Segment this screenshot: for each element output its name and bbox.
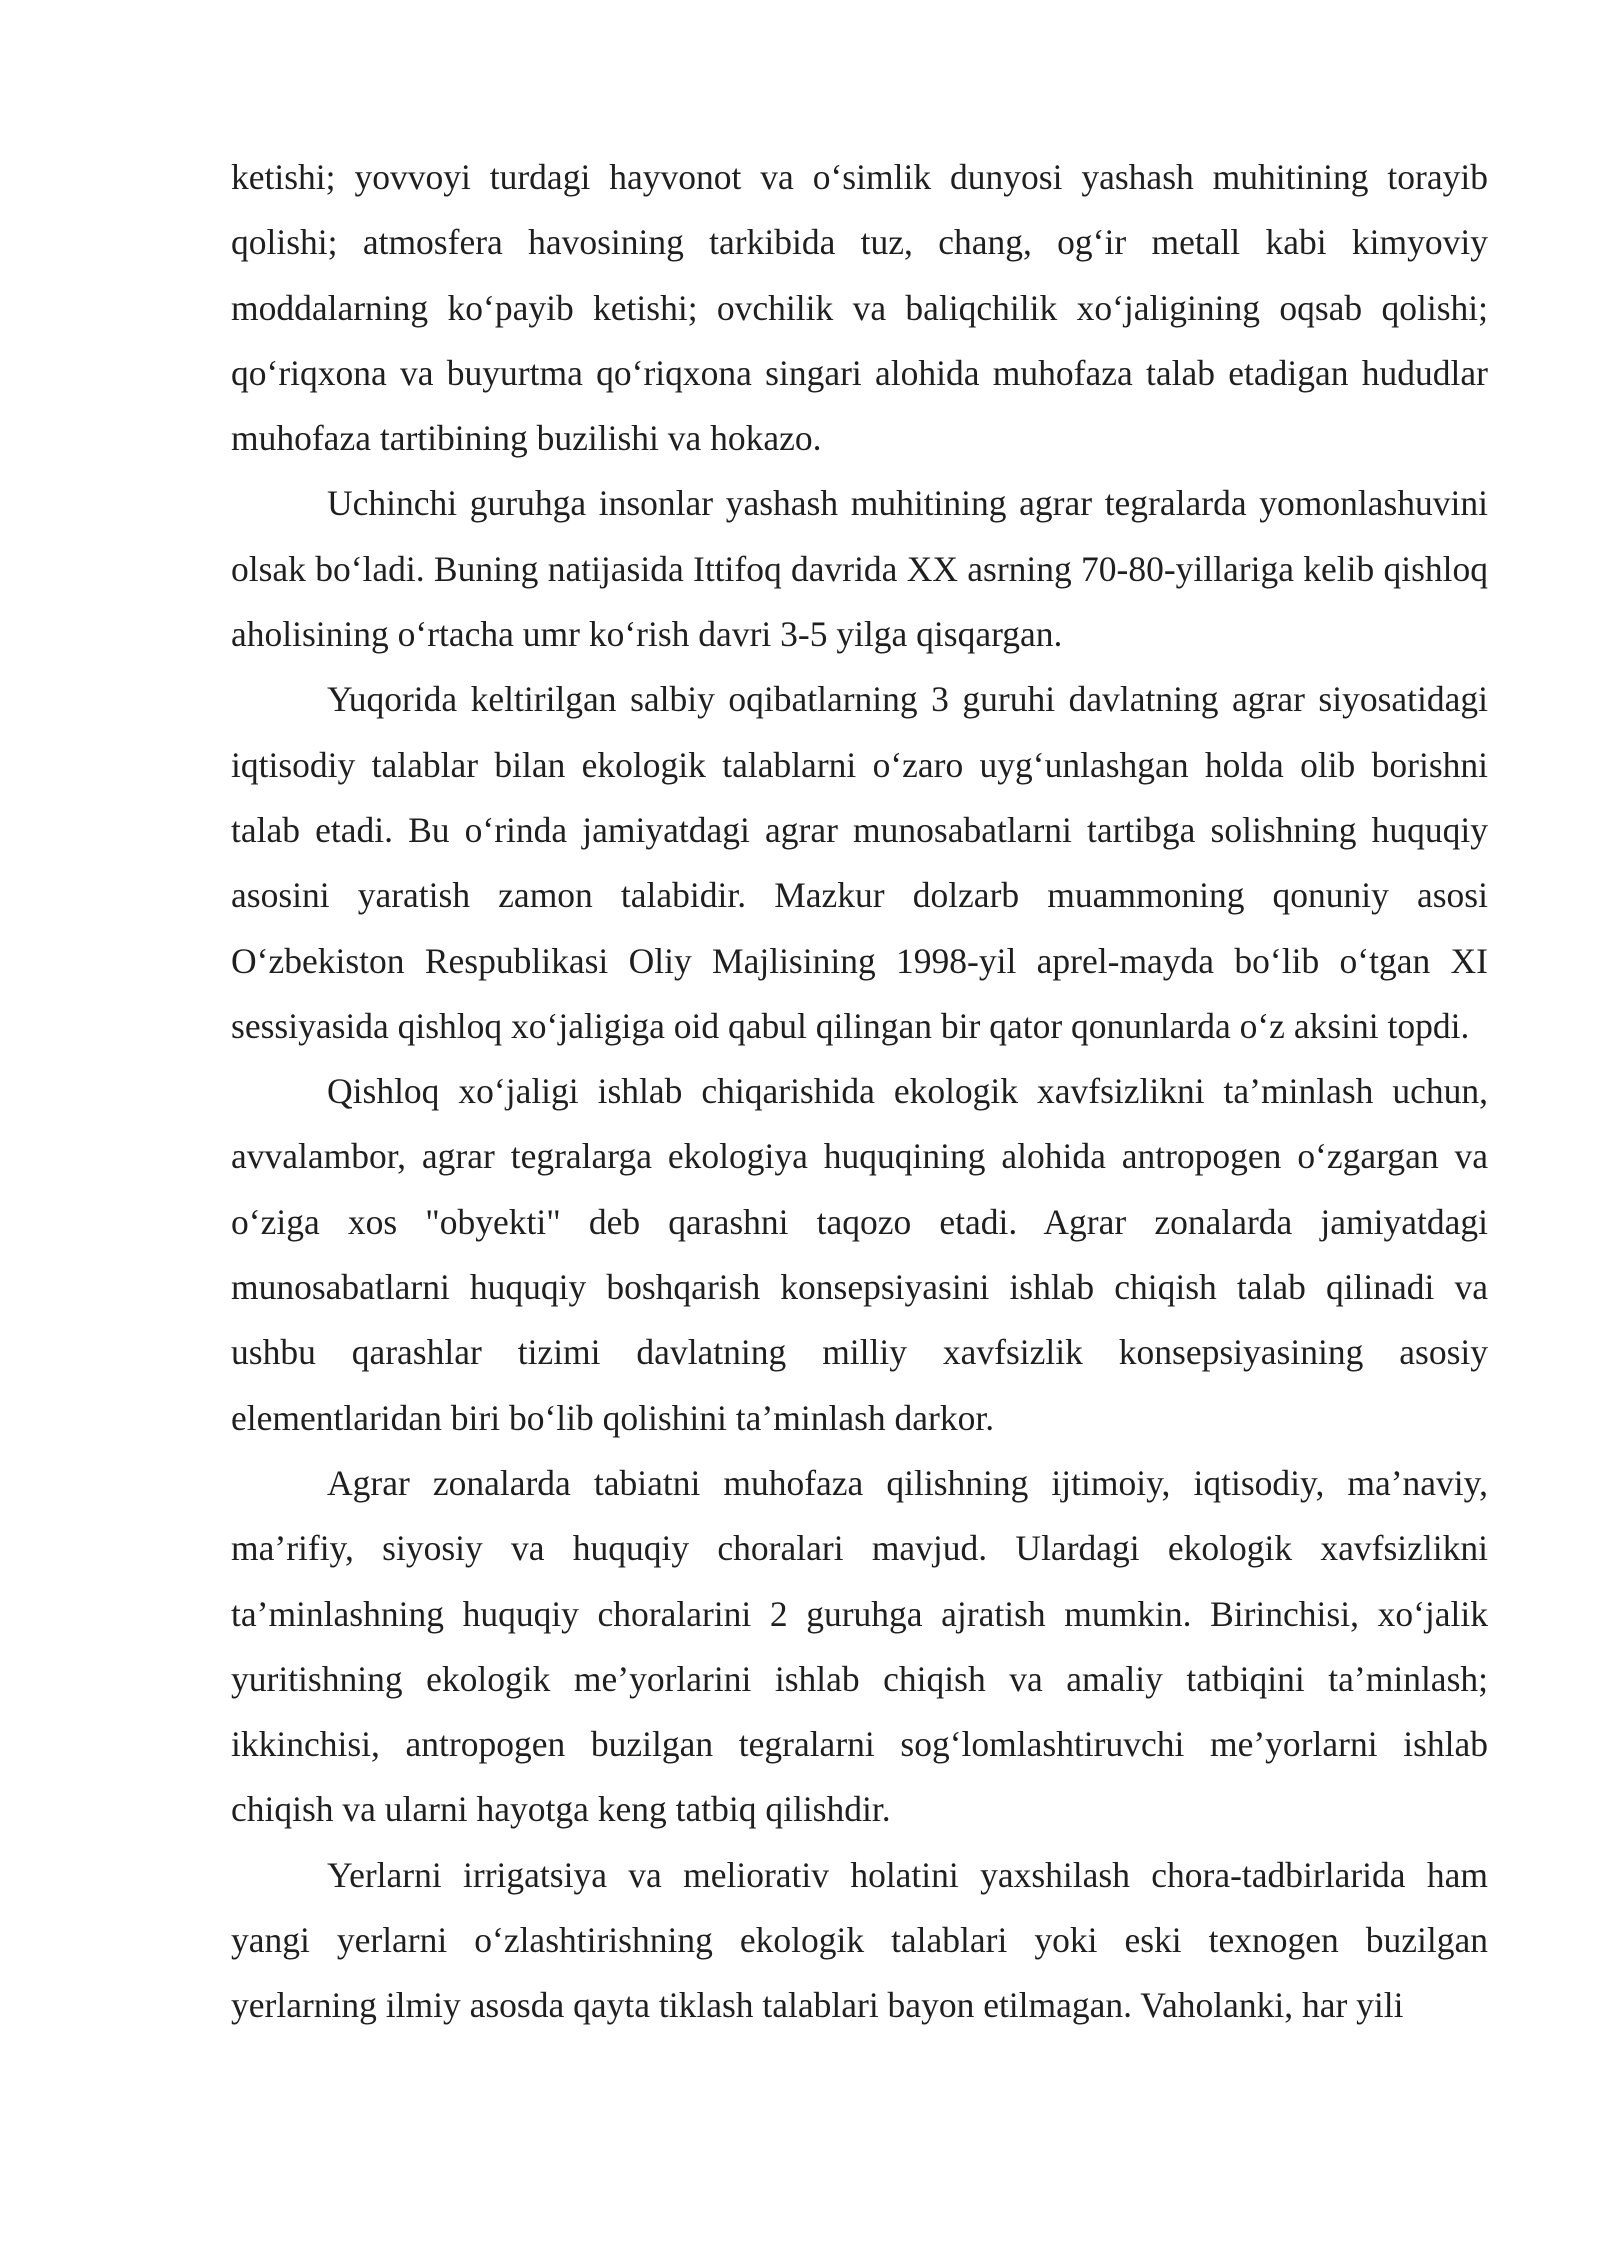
document-body bbox=[231, 145, 1488, 2039]
paragraph-continued: ketishi; yovvoyi turdagi hayvonot va o‘simlik dunyosi yashash muhitining torayib qolishi; atmosfera havosining tarkibida tuz, chang, og‘ir metall kabi kimyoviy moddalarning ko‘payib ketishi; ovchilik va baliqchilik xo‘jaligining oqsab qolishi; qo‘riqxona va buyurtma qo‘riqxona singari alohida muhofaza talab etadigan hududlar muhofaza tartibining buzilishi va hokazo. bbox=[231, 157, 1488, 459]
paragraph: Yuqorida keltirilgan salbiy oqibatlarning 3 guruhi davlatning agrar siyosatidagi iqtisodiy talablar bilan ekologik talablarni o‘zaro uyg‘unlashgan holda olib borishni talab etadi. Bu o‘rinda jamiyatdagi agrar munosabatlarni tartibga solishning huquqiy asosini yaratish zamon talabidir. Mazkur dolzarb muammoning qonuniy asosi O‘zbekiston Respublikasi Oliy Majlisining 1998-yil aprel-mayda bo‘lib o‘tgan XI sessiyasida qishloq xo‘jaligiga oid qabul qilingan bir qator qonunlarda o‘z aksini topdi. bbox=[231, 679, 1488, 1046]
paragraph: Qishloq xo‘jaligi ishlab chiqarishida ekologik xavfsizlikni ta’minlash uchun, avvalambor, agrar tegralarga ekologiya huquqining alohida antropogen o‘zgargan va o‘ziga xos "obyekti" deb qarashni taqozo etadi. Agrar zonalarda jamiyatdagi munosabatlarni huquqiy boshqarish konsepsiyasini ishlab chiqish talab qilinadi va ushbu qarashlar tizimi davlatning milliy xavfsizlik konsepsiyasining asosiy elementlaridan biri bo‘lib qolishini ta’minlash darkor. bbox=[231, 1071, 1488, 1438]
paragraph: Uchinchi guruhga insonlar yashash muhitining agrar tegralarda yomonlashuvini olsak bo‘ladi. Buning natijasida Ittifoq davrida XX asrning 70-80-yillariga kelib qishloq aholisining o‘rtacha umr ko‘rish davri 3-5 yilga qisqargan. bbox=[231, 483, 1488, 655]
paragraph: Agrar zonalarda tabiatni muhofaza qilishning ijtimoiy, iqtisodiy, ma’naviy, ma’rifiy, siyosiy va huquqiy choralari mavjud. Ulardagi ekologik xavfsizlikni ta’minlashning huquqiy choralarini 2 guruhga ajratish mumkin. Birinchisi, xo‘jalik yuritishning ekologik me’yorlarini ishlab chiqish va amaliy tatbiqini ta’minlash; ikkinchisi, antropogen buzilgan tegralarni sog‘lomlashtiruvchi me’yorlarni ishlab chiqish va ularni hayotga keng tatbiq qilishdir. bbox=[231, 1462, 1488, 1830]
paragraph: Yerlarni irrigatsiya va meliorativ holatini yaxshilash chora-tadbirlarida ham yangi yerlarni o‘zlashtirishning ekologik talablari yoki eski texnogen buzilgan yerlarning ilmiy asosda qayta tiklash talablari bayon etilmagan. Vaholanki, har yili bbox=[231, 1854, 1488, 2026]
